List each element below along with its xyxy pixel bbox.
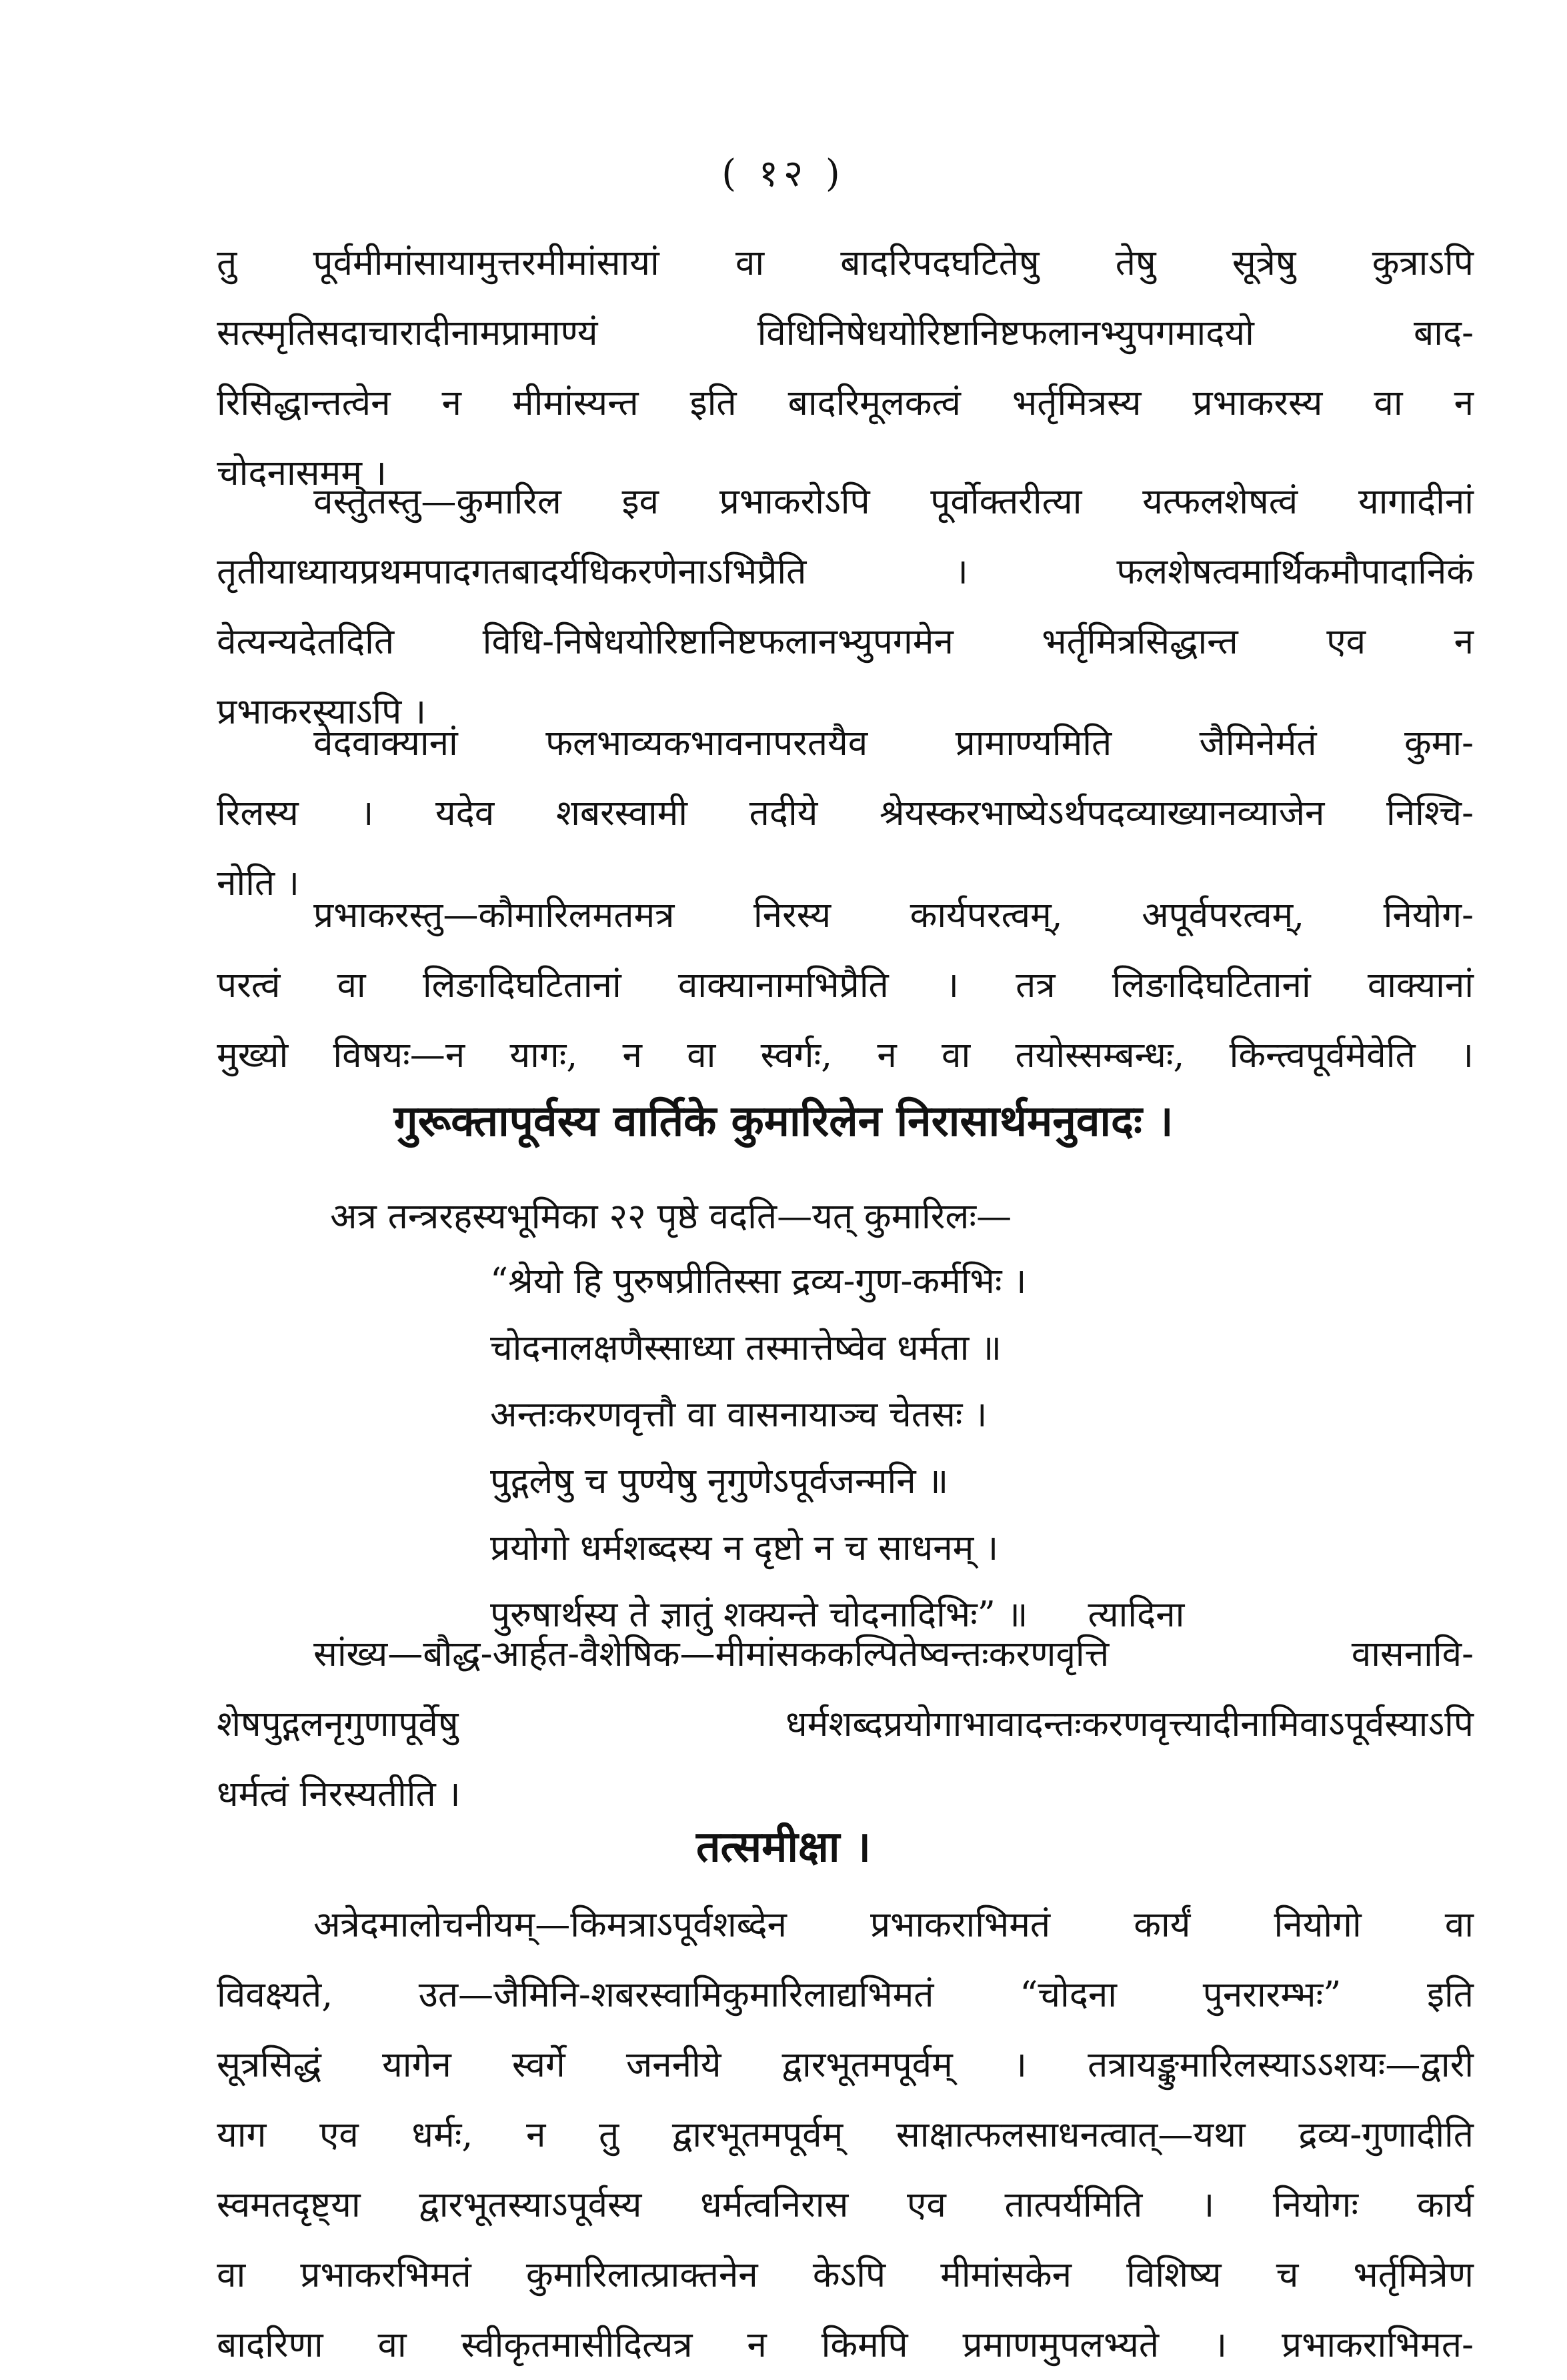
paragraph-2 [217,467,1474,747]
page-number: ( १२ ) [721,152,846,195]
verse-line: प्रयोगो धर्मशब्दस्य न दृष्टो न च साधनम् । [490,1528,999,1568]
verse-line: अन्तःकरणवृत्तौ वा वासनायाञ्च चेतसः । [490,1394,988,1435]
text-line: तु पूर्वमीमांसायामुत्तरमीमांसायां वा बादरिपदघटितेषु तेषु सूत्रेषु कुत्राऽपि [217,243,1474,283]
paragraph-1 [217,228,1474,508]
text-line: विवक्ष्यते, उत—जैमिनि-शबरस्वामिकुमारिलाद्यभिमतं “चोदना पुनरारम्भः” इति [217,1975,1474,2015]
text-line: शेषपुद्गलनृगुणापूर्वेषु धर्मशब्दप्रयोगाभावादन्तःकरणवृत्त्यादीनामिवाऽपूर्वस्याऽपि [217,1704,1474,1744]
text-line: प्रभाकरस्तु—कौमारिलमतमत्र निरस्य कार्यपरत्वम्, अपूर्वपरत्वम्, नियोग- [313,895,1474,936]
text-line: बादरिणा वा स्वीकृतमासीदित्यत्र न किमपि प्रमाणमुपलभ्यते । प्रभाकराभिमत- [217,2325,1474,2365]
text-line: धर्मत्वं निरस्यतीति । [217,1774,461,1815]
text-line: रिलस्य । यदेव शबरस्वामी तदीये श्रेयस्करभाष्येऽर्थपदव्याख्यानव्याजेन निश्चि- [217,793,1474,834]
verse-quote [490,1248,1424,1648]
text-line: नोति । [217,863,300,904]
text-line: याग एव धर्मः, न तु द्वारभूतमपूर्वम् साक्षात्फलसाधनत्वात्—यथा द्रव्य-गुणादीति [217,2115,1474,2155]
text-line: वा प्रभाकरभिमतं कुमारिलात्प्राक्तनेन केऽपि मीमांसकेन विशिष्य च भर्तृमित्रेण [217,2255,1474,2295]
text-line: सांख्य—बौद्ध-आर्हत-वैशेषिक—मीमांसककल्पितेष्वन्तःकरणवृत्ति वासनावि- [313,1634,1474,1674]
text-line: मुख्यो विषयः—न यागः, न वा स्वर्गः, न वा तयोस्सम्बन्धः, किन्त्वपूर्वमेवेति । [217,1035,1474,1076]
text-line: वेत्यन्यदेतदिति विधि-निषेधयोरिष्टानिष्टफलानभ्युपगमेन भर्तृमित्रसिद्धान्त एव न [217,622,1474,662]
text-line: वस्तुतस्तु—कुमारिल इव प्रभाकरोऽपि पूर्वोक्तरीत्या यत्फलशेषत्वं यागादीनां [313,481,1474,522]
verse-line: पुद्गलेषु च पुण्येषु नृगुणेऽपूर्वजन्मनि ॥ [490,1461,949,1502]
text-line: रिसिद्धान्तत्वेन न मीमांस्यन्त इति बादरिमूलकत्वं भर्तृमित्रस्य प्रभाकरस्य वा न [217,383,1474,423]
text-line: स्वमतदृष्ट्या द्वारभूतस्याऽपूर्वस्य धर्मत्वनिरास एव तात्पर्यमिति । नियोगः कार्य [217,2185,1474,2225]
text-line: अत्र तन्त्ररहस्यभूमिका २२ पृष्ठे वदति—यत् कुमारिलः— [330,1196,1012,1237]
text-line: तृतीयाध्यायप्रथमपादगतबादर्यधिकरणेनाऽभिप्रैति । फलशेषत्वमार्थिकमौपादानिकं [217,551,1474,592]
text-line: परत्वं वा लिङादिघटितानां वाक्यानामभिप्रैति । तत्र लिङादिघटितानां वाक्यानां [217,965,1474,1006]
text-line: चोदनासमम् । [217,453,387,493]
intro-line-block [330,1182,1464,1252]
verse-line: चोदनालक्षणैस्साध्या तस्मात्तेष्वेव धर्मता ॥ [490,1328,1002,1368]
section-heading: गुरूक्तापूर्वस्य वार्तिके कुमारिलेन निरासार्थमनुवादः । [393,1096,1174,1146]
verse-line: पुरुषार्थस्य ते ज्ञातुं शक्यन्ते चोदनादिभिः” ॥ [490,1594,1028,1635]
section-heading-samiksha: तत्समीक्षा । [696,1822,871,1872]
text-line: सत्स्मृतिसदाचारादीनामप्रामाण्यं विधिनिषेधयोरिष्टानिष्टफलानभ्युपगमादयो बाद- [217,313,1474,353]
text-line: वेदवाक्यानां फलभाव्यकभावनापरतयैव प्रामाण्यमिति जैमिनेर्मतं कुमा- [313,723,1474,764]
text-line: अत्रेदमालोचनीयम्—किमत्राऽपूर्वशब्देन प्रभाकराभिमतं कार्यं नियोगो वा [313,1905,1474,1945]
verse-line: “श्रेयो हि पुरुषप्रीतिस्सा द्रव्य-गुण-कर्मभिः । [490,1261,1027,1302]
text-line: सूत्रसिद्धं यागेन स्वर्गे जननीये द्वारभूतमपूर्वम् । तत्रायङ्कुमारिलस्याऽऽशयः—द्वारी [217,2045,1474,2085]
paragraph-6 [217,1890,1474,2380]
paragraph-5 [217,1619,1474,1829]
text-line: प्रभाकरस्याऽपि । [217,692,427,732]
verse-tail: त्यादिना [1088,1594,1185,1635]
paragraph-4 [217,880,1474,1090]
